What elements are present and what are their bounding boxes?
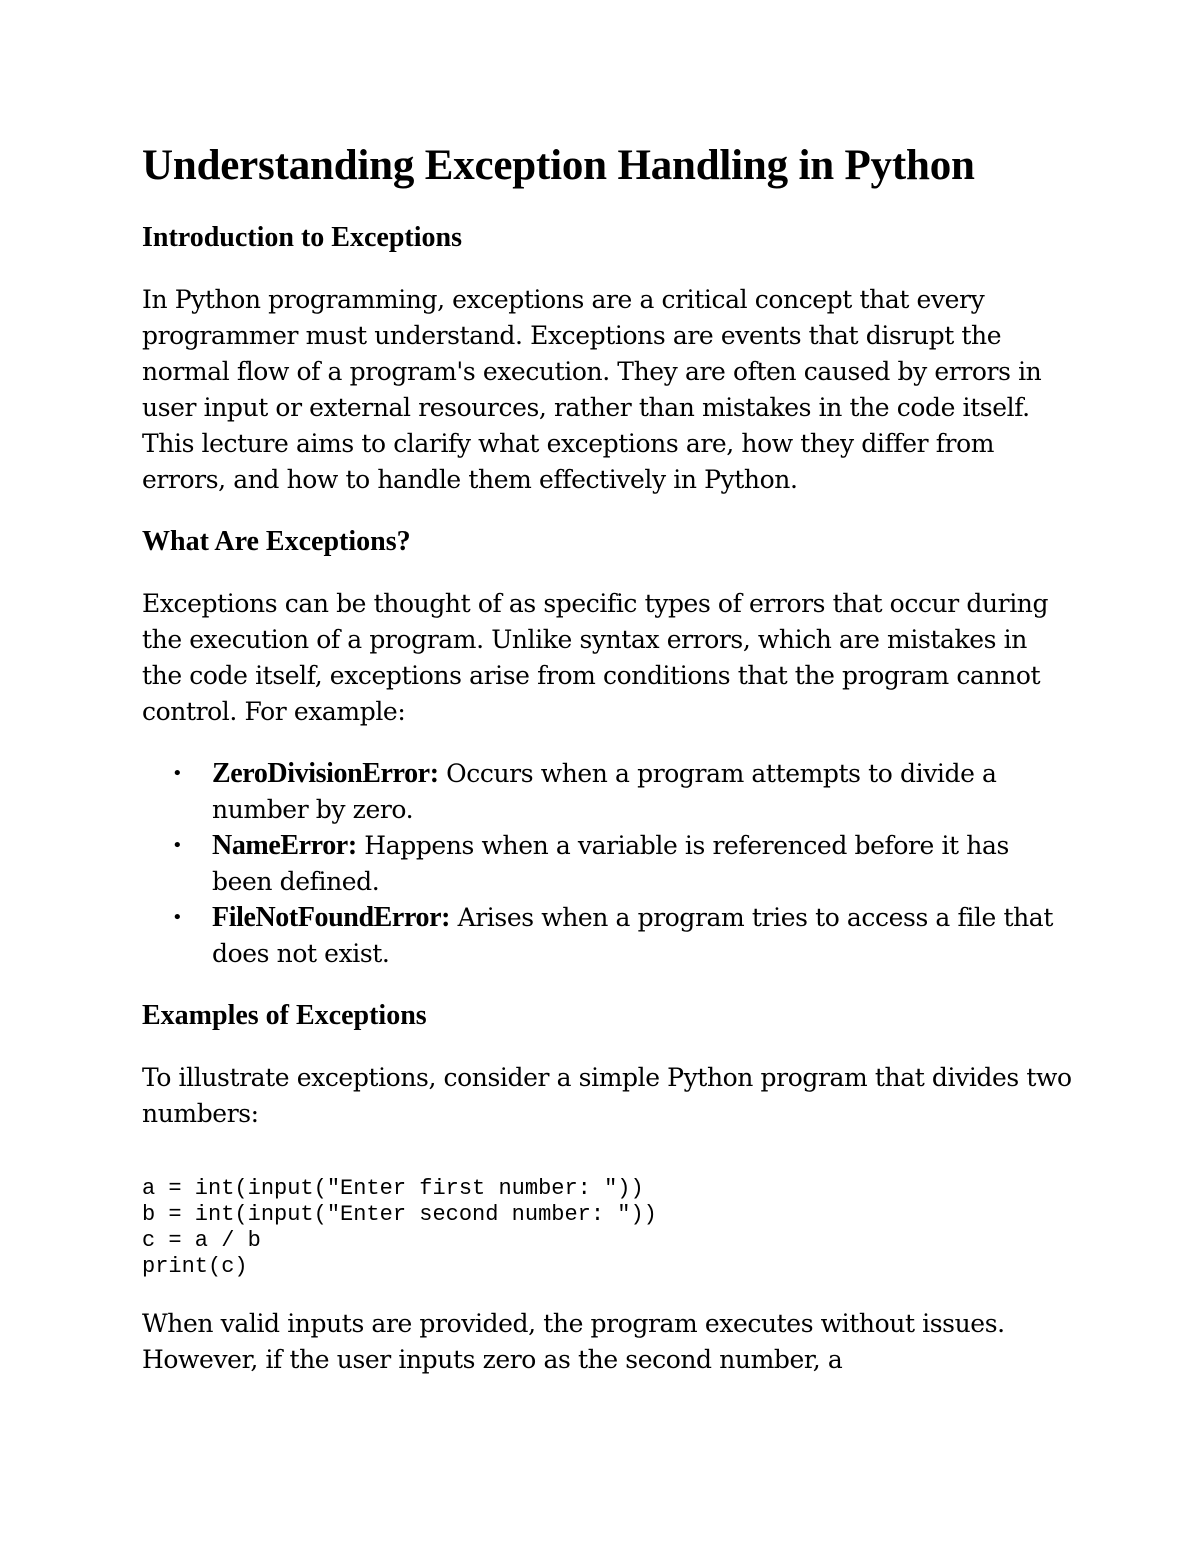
exception-term: FileNotFoundError: [212,902,451,933]
section-heading-examples: Examples of Exceptions [142,1000,427,1031]
exception-description: Occurs when a program attempts to divide a number by zero. [212,759,997,824]
exception-term: NameError: [212,830,357,861]
list-item [142,756,1072,828]
section-heading-introduction: Introduction to Exceptions [142,222,462,253]
exception-term: ZeroDivisionError: [212,758,439,789]
what-paragraph: Exceptions can be thought of as specific types of errors that occur during the execution of a program. Unlike syntax errors, which are mistakes in the code itself, exceptions arise from conditions that the program cannot control. For example: [142,589,1049,726]
examples-paragraph-continued: When valid inputs are provided, the program executes without issues. However, if the user inputs zero as the second number, a [142,1309,1005,1374]
bullet-icon: • [172,763,183,784]
intro-paragraph: In Python programming, exceptions are a critical concept that every programmer must understand. Exceptions are events that disrupt the normal flow of a program's execution. They are often caused by errors in user input or external resources, rather than mistakes in the code itself. This lecture aims to clarify what exceptions are, how they differ from errors, and how to handle them effectively in Python. [142,285,1042,494]
exception-description: Arises when a program tries to access a file that does not exist. [212,903,1053,968]
code-block: a = int(input("Enter first number: ")) b = int(input("Enter second number: ")) c = a / b print(c) [142,1176,657,1279]
document-title: Understanding Exception Handling in Python [142,142,975,189]
examples-paragraph: To illustrate exceptions, consider a simple Python program that divides two numbers: [142,1063,1072,1128]
list-item [142,828,1072,900]
document-page [142,140,1072,1404]
bullet-icon: • [172,907,183,928]
section-heading-what-are-exceptions: What Are Exceptions? [142,526,411,557]
exception-list [142,756,1072,972]
bullet-icon: • [172,835,183,856]
list-item [142,900,1072,972]
exception-description: Happens when a variable is referenced before it has been defined. [212,831,1009,896]
